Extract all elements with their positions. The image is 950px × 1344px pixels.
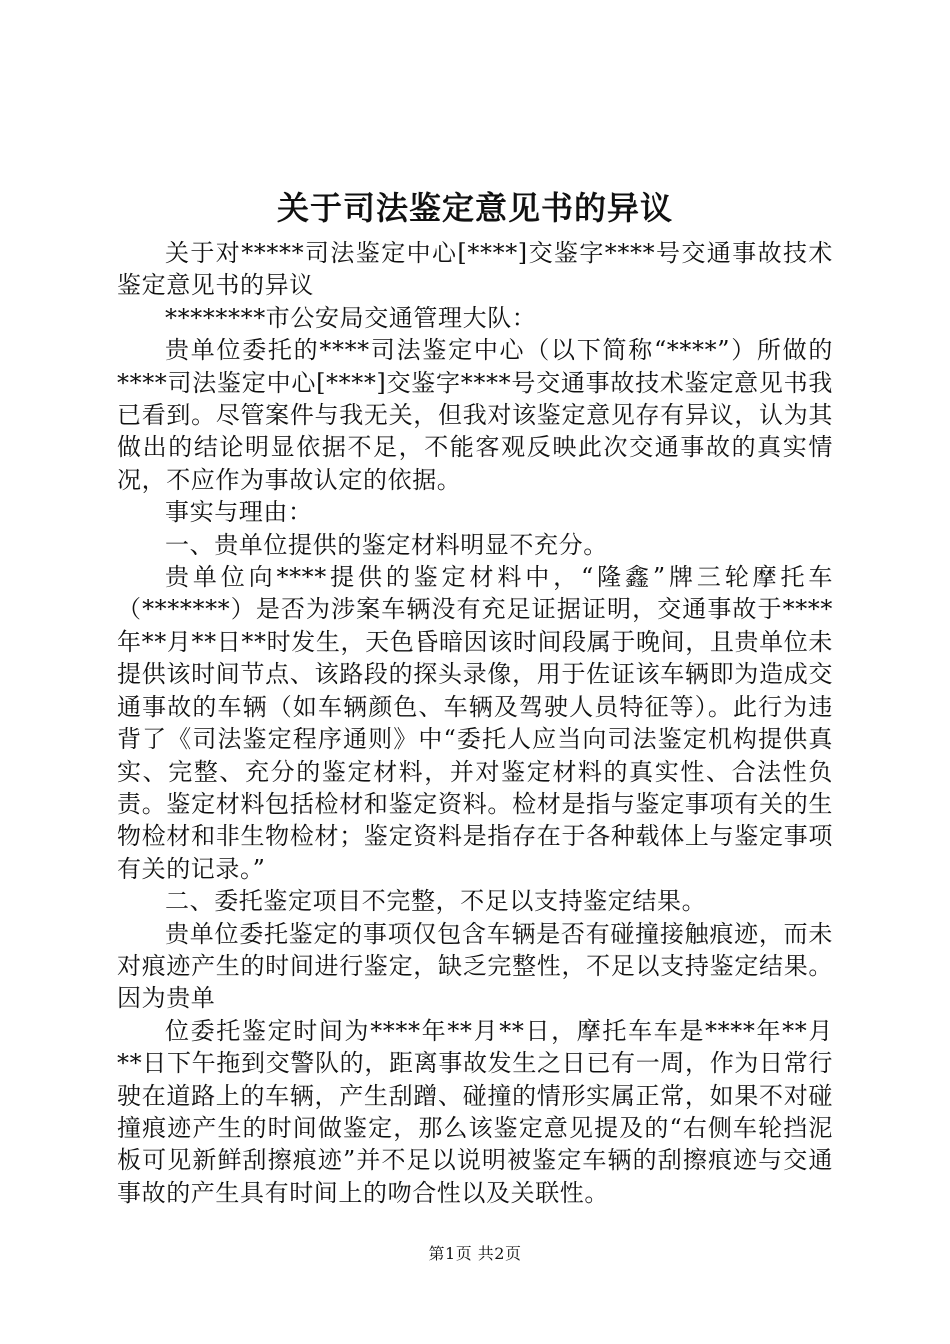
paragraph-point-two-continued: 位委托鉴定时间为****年**月**日，摩托车车是****年**月**日下午拖到交警队的，距离事故发生之日已有一周，作为日常行驶在道路上的车辆，产生刮蹭、碰撞的情形实属正常，如果不对碰撞痕迹产生的时间做鉴定，那么该鉴定意见提及的“右侧车轮挡泥板可见新鲜刮擦痕迹”并不足以说明被鉴定车辆的刮擦痕迹与交通事故的产生具有时间上的吻合性以及关联性。 [117, 1016, 833, 1207]
paragraph-point-two-heading: 二、委托鉴定项目不完整，不足以支持鉴定结果。 [165, 887, 707, 916]
paragraph-point-two-body: 贵单位委托鉴定的事项仅包含车辆是否有碰撞接触痕迹，而未对痕迹产生的时间进行鉴定，缺乏完整性，不足以支持鉴定结果。因为贵单 [117, 919, 833, 1013]
document-title: 关于司法鉴定意见书的异议 [276, 189, 673, 227]
paragraph-facts-heading: 事实与理由： [165, 498, 313, 527]
page-number: 第1页 共2页 [428, 1244, 522, 1263]
paragraph-intro: 贵单位委托的****司法鉴定中心（以下简称“****”）所做的****司法鉴定中心[****]交鉴字****号交通事故技术鉴定意见书我已看到。尽管案件与我无关，但我对该鉴定意见存有异议，认为其做出的结论明显依据不足，不能客观反映此次交通事故的真实情况，不应作为事故认定的依据。 [117, 336, 833, 494]
paragraph-point-one-body: 贵单位向****提供的鉴定材料中，“隆鑫”牌三轮摩托车（*******）是否为涉案车辆没有充足证据证明，交通事故于****年**月**日**时发生，天色昏暗因该时间段属于晚间，且贵单位未提供该时间节点、该路段的探头录像，用于佐证该车辆即为造成交通事故的车辆（如车辆颜色、车辆及驾驶人员特征等）。此行为违背了《司法鉴定程序通则》中“委托人应当向司法鉴定机构提供真实、完整、充分的鉴定材料，并对鉴定材料的真实性、合法性负责。鉴定材料包括检材和鉴定资料。检材是指与鉴定事项有关的生物检材和非生物检材；鉴定资料是指存在于各种载体上与鉴定事项有关的记录。” [117, 563, 833, 883]
document-body [117, 237, 833, 1209]
paragraph-subject: 关于对*****司法鉴定中心[****]交鉴字****号交通事故技术鉴定意见书的异议 [117, 239, 833, 300]
paragraph-point-one-heading: 一、贵单位提供的鉴定材料明显不充分。 [165, 530, 608, 559]
paragraph-addressee: ********市公安局交通管理大队： [165, 303, 537, 332]
